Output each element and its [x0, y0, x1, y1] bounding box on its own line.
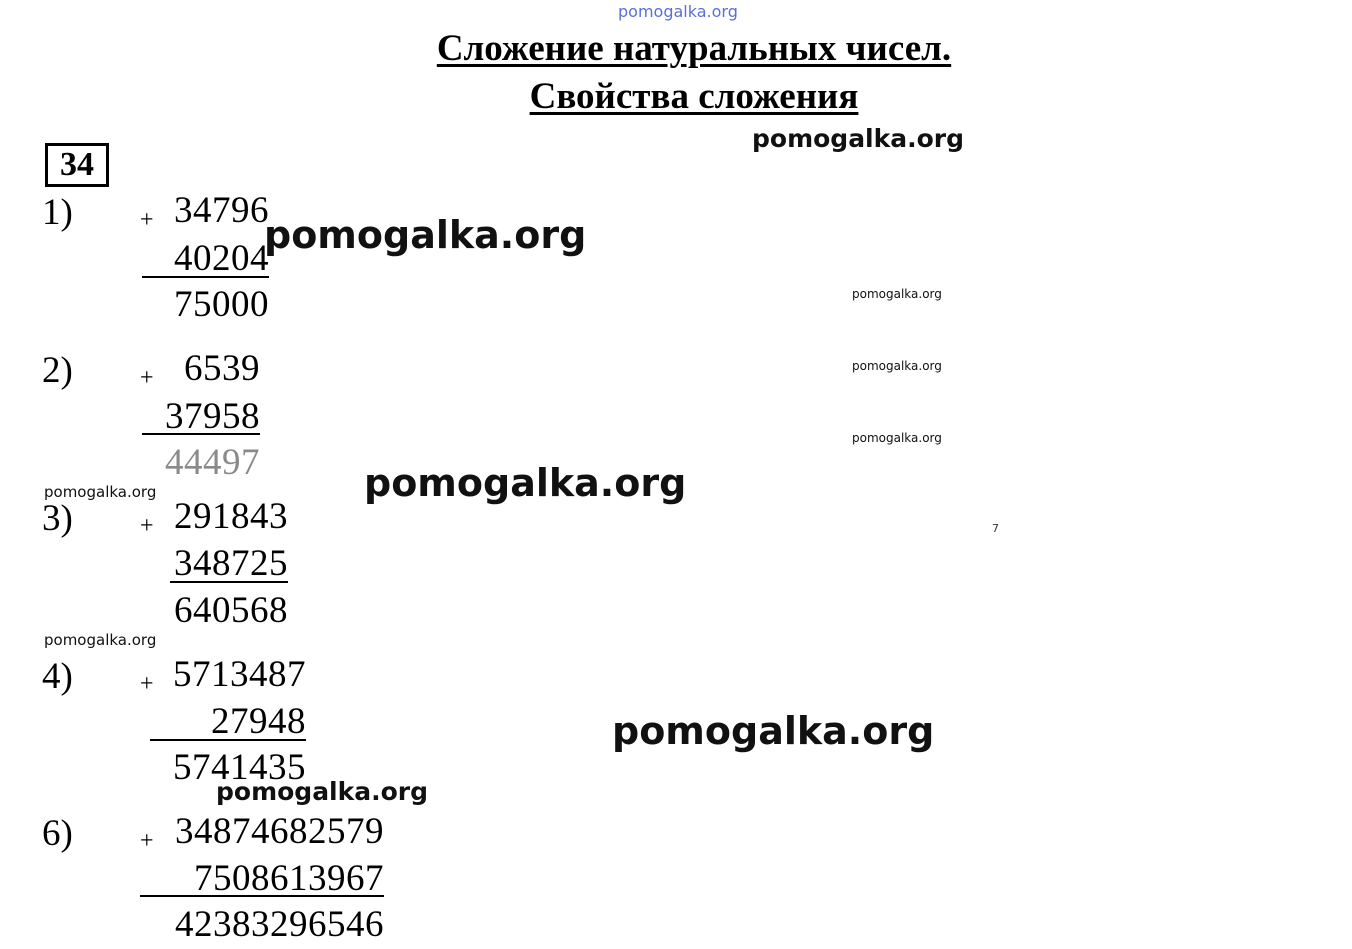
problem-6-sum: 42383296546	[175, 904, 384, 945]
watermark: pomogalka.org	[44, 483, 157, 501]
problem-3-addend-1: 291843	[174, 496, 288, 537]
watermark: pomogalka.org	[852, 359, 942, 373]
watermark: pomogalka.org	[364, 461, 687, 505]
problem-6-label: 6)	[42, 813, 73, 854]
problem-3-sum-line	[170, 581, 288, 583]
problem-3-sum: 640568	[174, 590, 288, 631]
page-title-line-1: Сложение натуральных чисел.	[436, 28, 952, 69]
problem-4-addend-2: 27948	[211, 701, 306, 742]
problem-3-plus-sign: +	[140, 513, 154, 539]
watermark: pomogalka.org	[44, 631, 157, 649]
problem-1-plus-sign: +	[140, 207, 154, 233]
watermark: pomogalka.org	[264, 213, 587, 257]
problem-2-sum: 44497	[165, 442, 260, 483]
problem-1-label: 1)	[42, 192, 73, 233]
problem-2-sum-line	[142, 433, 260, 435]
problem-3-label: 3)	[42, 498, 73, 539]
stray-mark: 7	[992, 522, 999, 535]
problem-2-label: 2)	[42, 350, 73, 391]
problem-4-sum: 5741435	[173, 747, 306, 788]
watermark: pomogalka.org	[852, 287, 942, 301]
problem-6-addend-1: 34874682579	[175, 811, 384, 852]
watermark: pomogalka.org	[852, 431, 942, 445]
problem-1-addend-2: 40204	[174, 238, 269, 279]
problem-1-sum-line	[142, 276, 269, 278]
problem-2-plus-sign: +	[140, 365, 154, 391]
problem-1-sum: 75000	[174, 284, 269, 325]
problem-6-addend-2: 7508613967	[194, 858, 384, 899]
problem-2-addend-2: 37958	[165, 396, 260, 437]
problem-3-addend-2: 348725	[174, 543, 288, 584]
problem-4-sum-line	[150, 739, 306, 741]
page-title-line-2: Свойства сложения	[529, 76, 859, 117]
watermark-top: pomogalka.org	[618, 2, 738, 21]
problem-1-addend-1: 34796	[174, 190, 269, 231]
problem-4-addend-1: 5713487	[173, 654, 306, 695]
problem-6-plus-sign: +	[140, 828, 154, 854]
problem-6-sum-line	[140, 895, 384, 897]
watermark: pomogalka.org	[612, 709, 935, 753]
watermark: pomogalka.org	[216, 777, 429, 806]
problem-4-plus-sign: +	[140, 671, 154, 697]
task-number-box: 34	[45, 143, 109, 187]
problem-2-addend-1: 6539	[184, 348, 260, 389]
watermark: pomogalka.org	[752, 124, 965, 153]
problem-4-label: 4)	[42, 656, 73, 697]
